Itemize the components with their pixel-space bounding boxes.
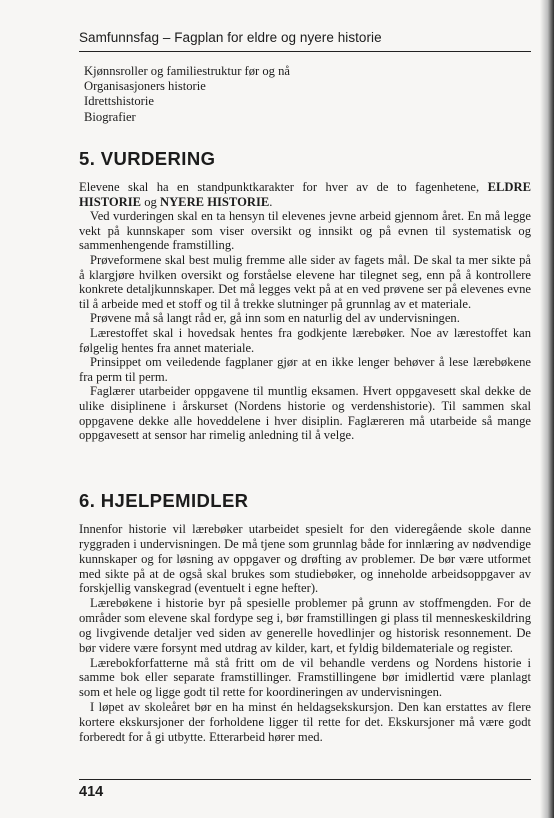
intro-paragraph: [79, 180, 531, 209]
intro-text: Elevene skal ha en standpunktkarakter for hver av de to fagenhetene,: [79, 180, 480, 194]
section-body-vurdering: [79, 180, 531, 443]
topic-item: Biografier: [84, 109, 136, 124]
paragraph: I løpet av skoleåret bør en ha minst én heldagsekskursjon. Den kan erstattes av flere kortere ekskursjoner der forholdene ligger til rette for det. Ekskursjoner må være godt forberedt for å gi utbytte. Etterarbeid hører med.: [79, 700, 531, 744]
page-edge-shadow: [540, 0, 554, 818]
paragraph: Faglærer utarbeider oppgavene til muntlig eksamen. Hvert oppgavesett skal dekke de ulike disiplinene i årskurset (Nordens historie og verdenshistorie). Til sammen skal oppgavene dekke alle hoveddelene i hver disiplin. Faglæreren må utarbeide så mange oppgavesett at sensor har rimelig anledning til å velge.: [79, 384, 531, 443]
topic-list: [84, 64, 524, 125]
intro-end: .: [269, 194, 273, 209]
paragraph: Innenfor historie vil lærebøker utarbeidet spesielt for den videregående skole danne ryggraden i undervisningen. De må tjene som grunnlag både for innlæring av nødvendige kunnskaper og for løsning av oppgaver og drøfting av problemer. De bør være utformet med sikte på at de også skal brukes som studiebøker, og inneholde arbeidsoppgaver av forskjellig vanskegrad (eventuelt i egne hefter).: [79, 522, 531, 596]
paragraph: Prøvene må så langt råd er, gå inn som en naturlig del av undervisningen.: [90, 311, 460, 326]
paragraph: Lærestoffet skal i hovedsak hentes fra godkjente lærebøker. Noe av lærestoffet kan følgelig hentes fra annet materiale.: [79, 325, 531, 355]
paragraph: Lærebokforfatterne må stå fritt om de vil behandle verdens og Nordens historie i samme bok eller separate framstillinger. Framstillingene bør imidlertid være planlagt som et hele og ligge godt til rette for koordineringen av undervisningen.: [79, 655, 531, 700]
topic-item: Organisasjoners historie: [84, 79, 206, 94]
intro-conjunction: og: [144, 194, 157, 209]
topic-item: Kjønnsroller og familiestruktur før og nå: [84, 64, 291, 78]
bold-term-eldre-historie: ELDRE HISTORIE: [79, 180, 531, 209]
page-number: 414: [79, 784, 104, 800]
paragraph: Prøveformene skal best mulig fremme alle sider av fagets mål. De skal ta mer sikte på å klargjøre hvilken oversikt og forståelse elevene har tilegnet seg, enn på å kontrollere konkrete detaljkunnskaper. Det må legges vekt på at en ved prøvene ser på elevenes evne til å arbeide med et stoff og til å trekke slutninger på grunnlag av et materiale.: [79, 252, 531, 311]
running-header: Samfunnsfag – Fagplan for eldre og nyere historie: [79, 30, 382, 45]
header-rule: [79, 51, 531, 52]
paragraph: Prinsippet om veiledende fagplaner gjør at en ikke lenger behøver å lese lærebøkene fra perm til perm.: [79, 355, 531, 384]
topic-item: Idrettshistorie: [84, 94, 154, 109]
section-heading-hjelpemidler: 6. HJELPEMIDLER: [79, 490, 249, 511]
paragraph: Ved vurderingen skal en ta hensyn til elevenes jevne arbeid gjennom året. En må legge vekt på kunnskaper som viser oversikt og innsikt og på evnen til systematisk og sammenhengende framstilling.: [79, 209, 531, 253]
section-body-hjelpemidler: [79, 522, 531, 745]
section-heading-vurdering: 5. VURDERING: [79, 148, 216, 169]
bold-term-nyere-historie: NYERE HISTORIE: [159, 194, 270, 209]
paragraph: Lærebøkene i historie byr på spesielle problemer på grunn av stoffmengden. For de områder som elevene skal fordype seg i, bør framstillingen gi plass til menneskeskildring og livgivende detaljer ved siden av generelle hovedlinjer og historisk resonnement. De bør videre være forsynt med utdrag av kilder, kart, et fyldig bildemateriale og register.: [79, 596, 531, 655]
footer-rule: [79, 779, 531, 780]
